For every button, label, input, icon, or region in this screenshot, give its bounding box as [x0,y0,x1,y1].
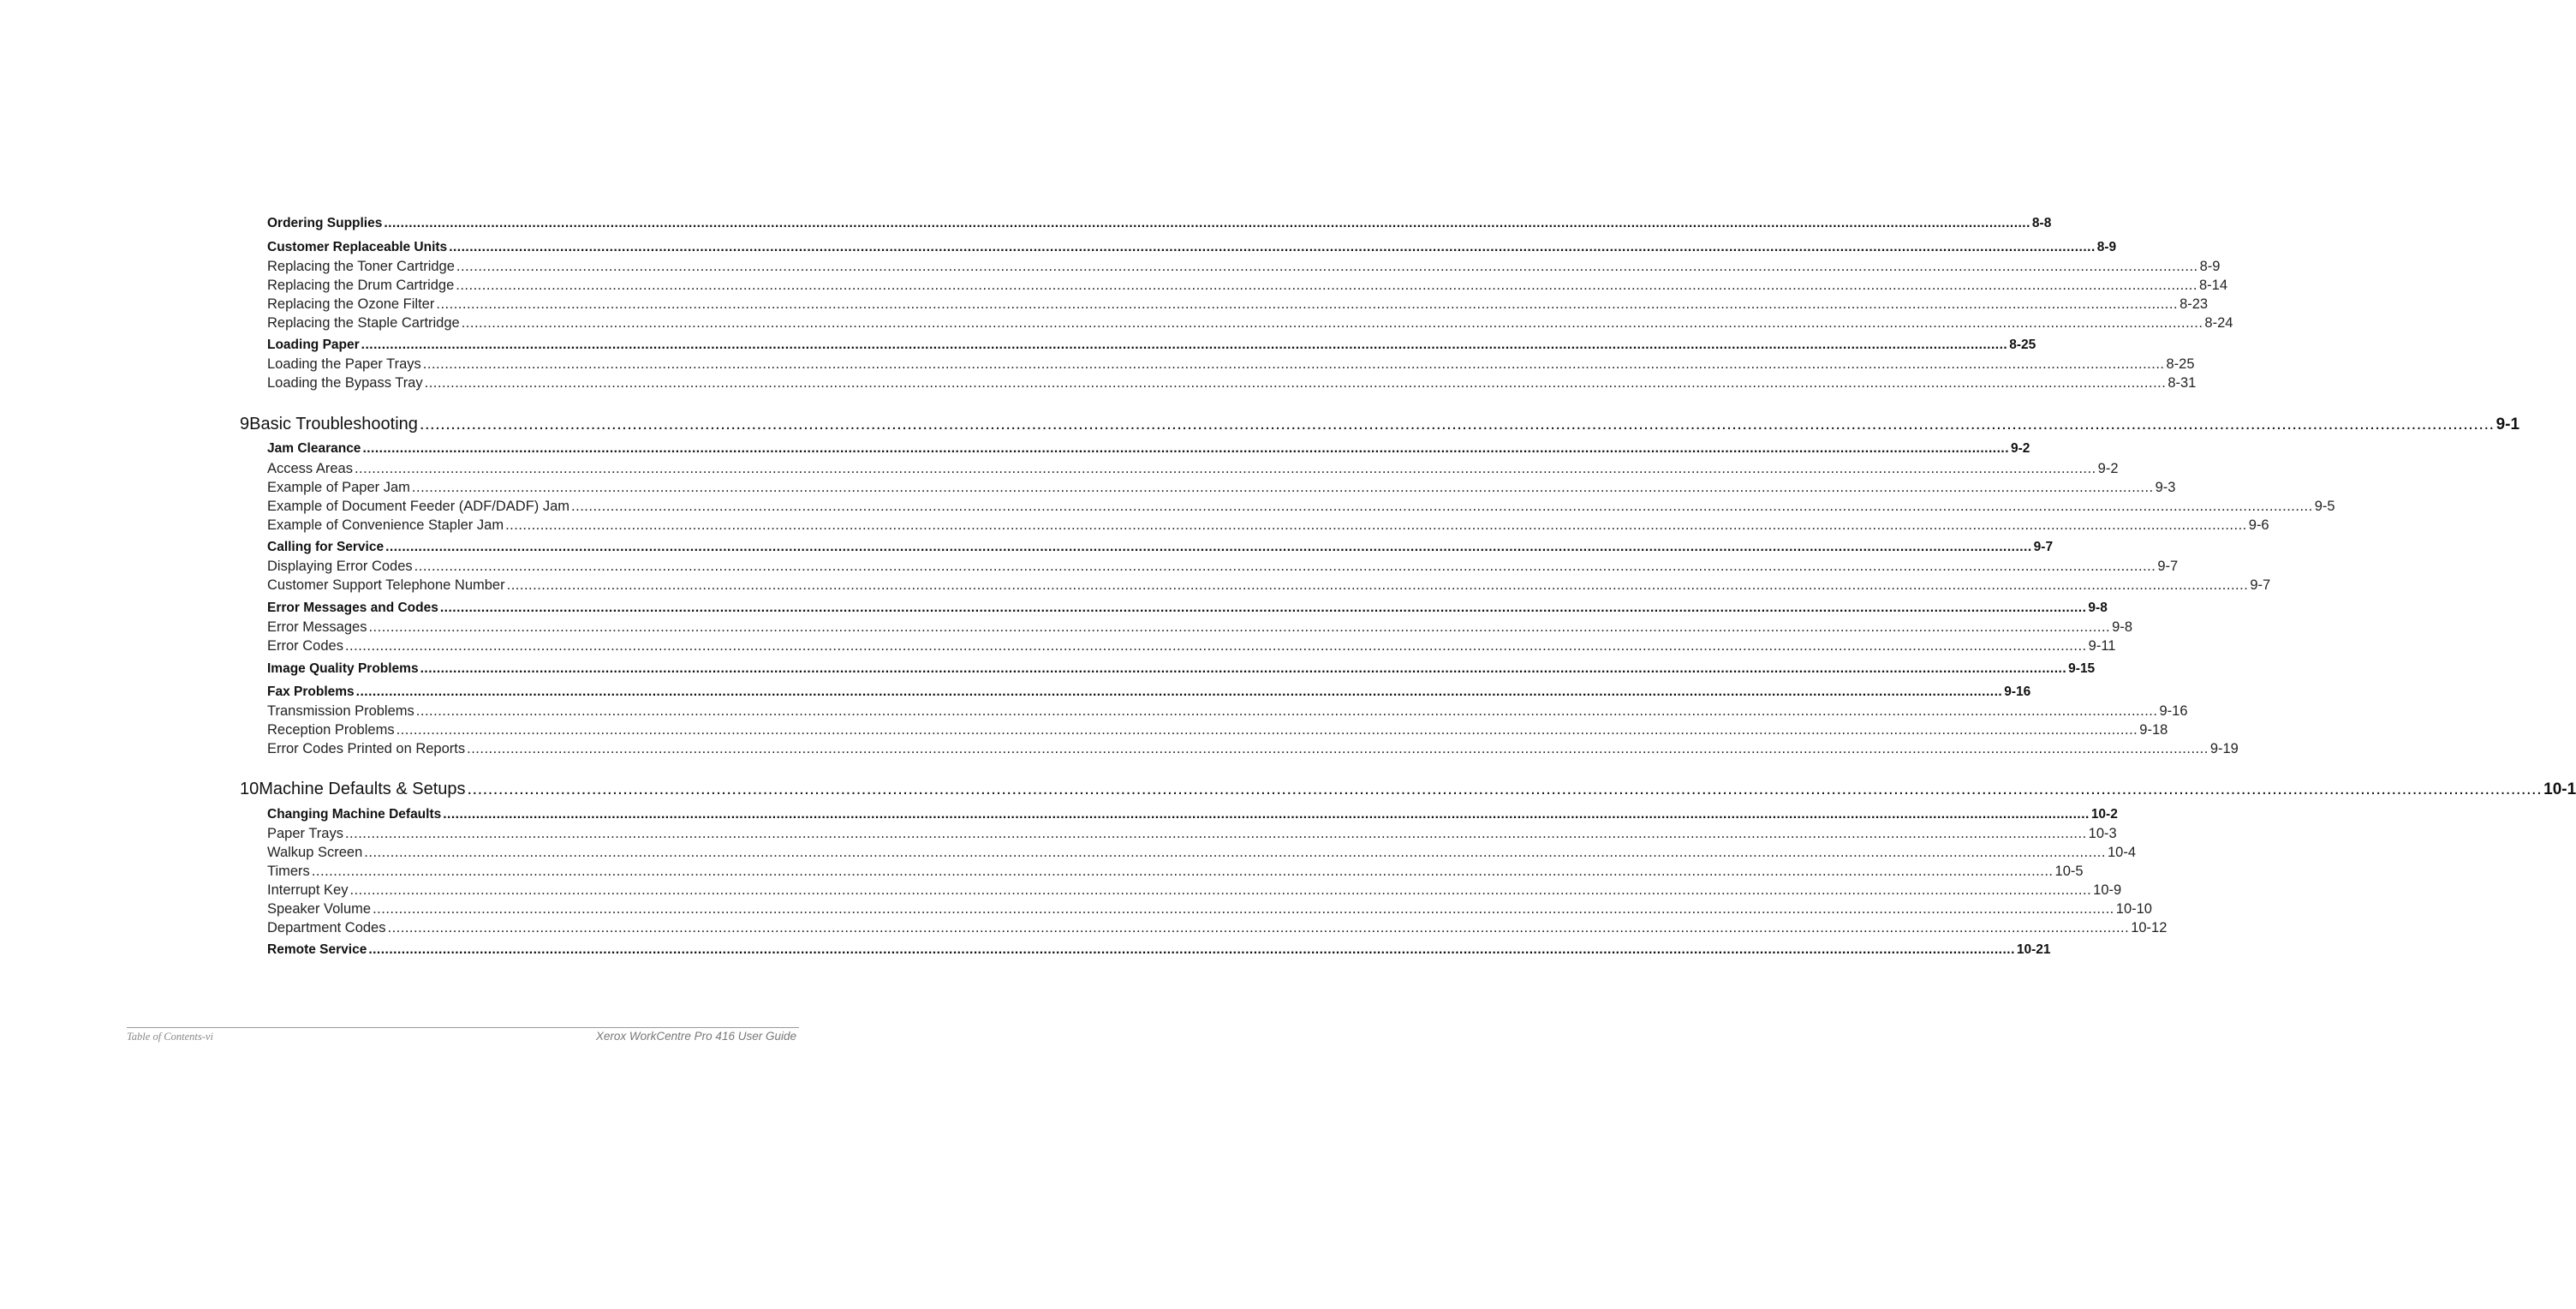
toc-page-number: 9-7 [2250,577,2271,593]
toc-page-number: 10-2 [2090,807,2118,822]
toc-entry-row[interactable] [267,703,2188,722]
toc-entry-title: Changing Machine Defaults [267,807,442,822]
toc-page-number: 9-16 [2004,684,2031,699]
toc-page-number: 8-31 [2168,375,2197,391]
dot-leader: ................................................................................................................................................................................................................................................................................................................................................................................................................ [355,684,2003,699]
toc-entry-row[interactable] [267,845,2137,864]
toc-entry-row[interactable] [267,577,2271,596]
toc-page-number: 8-23 [2179,296,2209,312]
chapter-number: 10 [240,780,259,798]
toc-entry-title: Error Codes [267,638,343,654]
toc-section-row[interactable] [267,338,2036,355]
toc-page-number: 9-7 [2033,540,2054,554]
dot-leader: ................................................................................................................................................................................................................................................................................................................................................................................................................ [461,315,2203,331]
dot-leader: ................................................................................................................................................................................................................................................................................................................................................................................................................ [411,480,2154,495]
toc-entry-row[interactable] [267,920,2168,939]
toc-page-number: 9-16 [2159,703,2188,719]
toc-entry-title: Example of Paper Jam [267,480,410,495]
toc-entry-title: Machine Defaults & Setups [259,780,466,798]
toc-entry-title: Replacing the Ozone Filter [267,296,435,312]
toc-entry-title: Customer Replaceable Units [267,240,448,254]
toc-page-number: 8-9 [2199,259,2221,274]
toc-entry-row[interactable] [267,741,2239,760]
toc-section-row[interactable] [267,942,2051,959]
dot-leader: ................................................................................................................................................................................................................................................................................................................................................................................................................ [349,882,2092,898]
toc-entry-row[interactable] [267,901,2152,920]
toc-section-row[interactable] [267,216,2052,233]
toc-entry-row[interactable] [267,499,2335,517]
dot-leader: ................................................................................................................................................................................................................................................................................................................................................................................................................ [415,703,2158,719]
toc-entry-title: Loading the Bypass Tray [267,375,423,391]
dot-leader: ................................................................................................................................................................................................................................................................................................................................................................................................................ [439,601,2087,615]
toc-entry-title: Remote Service [267,942,367,957]
toc-entry-title: Replacing the Drum Cartridge [267,278,455,293]
toc-page-number: 9-1 [2496,415,2520,433]
toc-section-row[interactable] [267,441,2030,458]
dot-leader: ................................................................................................................................................................................................................................................................................................................................................................................................................ [344,826,2087,841]
toc-section-row[interactable] [267,807,2118,824]
toc-entry-row[interactable] [267,864,2084,882]
toc-entry-title: Loading Paper [267,338,360,352]
dot-leader: ................................................................................................................................................................................................................................................................................................................................................................................................................ [362,441,2009,456]
dot-leader: ................................................................................................................................................................................................................................................................................................................................................................................................................ [436,296,2179,312]
toc-entry-row[interactable] [267,461,2119,480]
toc-entry-title: Interrupt Key [267,882,349,898]
dot-leader: ................................................................................................................................................................................................................................................................................................................................................................................................................ [311,864,2054,879]
footer-guide-title: Xerox WorkCentre Pro 416 User Guide [595,1030,796,1043]
dot-leader: ................................................................................................................................................................................................................................................................................................................................................................................................................ [396,722,2138,738]
dot-leader: ................................................................................................................................................................................................................................................................................................................................................................................................................ [467,780,2543,798]
toc-page-number: 9-6 [2248,517,2269,533]
toc-section-row[interactable] [267,601,2108,618]
toc-page-number: 10-3 [2088,826,2117,841]
toc-page-number: 9-18 [2139,722,2168,738]
toc-page-number: 9-11 [2088,638,2116,654]
toc-page-number: 8-24 [2204,315,2233,331]
toc-page-number: 9-19 [2209,741,2239,756]
toc-entry-row[interactable] [267,882,2122,901]
toc-entry-title: Timers [267,864,310,879]
toc-page-number: 8-14 [2198,278,2227,293]
toc-page-number: 8-25 [2166,356,2195,372]
toc-page-number: 10-10 [2115,901,2152,917]
dot-leader: ................................................................................................................................................................................................................................................................................................................................................................................................................ [467,741,2209,756]
footer-page-label: Table of Contents-vi [127,1031,213,1043]
toc-page-number: 9-8 [2112,619,2133,635]
toc-page-number: 8-9 [2096,240,2117,254]
dot-leader: ................................................................................................................................................................................................................................................................................................................................................................................................................ [387,920,2130,935]
toc-entry-title: Access Areas [267,461,353,476]
toc-entry-title: Image Quality Problems [267,661,419,676]
toc-chapter-row[interactable] [240,415,2520,439]
toc-entry-row[interactable] [267,559,2179,577]
dot-leader: ................................................................................................................................................................................................................................................................................................................................................................................................................ [414,559,2156,574]
dot-leader: ................................................................................................................................................................................................................................................................................................................................................................................................................ [420,661,2067,676]
toc-section-row[interactable] [267,684,2031,702]
toc-entry-title: Replacing the Staple Cartridge [267,315,460,331]
toc-entry-title: Error Codes Printed on Reports [267,741,466,756]
toc-entry-title: Calling for Service [267,540,385,554]
toc-entry-title: Ordering Supplies [267,216,383,230]
toc-page-number: 10-12 [2131,920,2168,935]
toc-chapter-row[interactable] [240,780,2576,804]
toc-entry-title: Error Messages and Codes [267,601,438,615]
toc-entry-title: Transmission Problems [267,703,414,719]
dot-leader: ................................................................................................................................................................................................................................................................................................................................................................................................................ [456,259,2198,274]
toc-entry-title: Fax Problems [267,684,355,699]
toc-entry-title: Displaying Error Codes [267,559,413,574]
dot-leader: ................................................................................................................................................................................................................................................................................................................................................................................................................ [449,240,2096,254]
toc-page-number: 10-21 [2016,942,2051,957]
toc-page-number: 9-5 [2314,499,2335,514]
chapter-number: 9 [240,415,250,433]
dot-leader: ................................................................................................................................................................................................................................................................................................................................................................................................................ [344,638,2087,654]
toc-entry-row[interactable] [267,826,2117,845]
dot-leader: ................................................................................................................................................................................................................................................................................................................................................................................................................ [368,619,2111,635]
dot-leader: ................................................................................................................................................................................................................................................................................................................................................................................................................ [506,577,2249,593]
toc-page-number: 9-3 [2155,480,2176,495]
toc-page-number: 10-9 [2093,882,2122,898]
dot-leader: ................................................................................................................................................................................................................................................................................................................................................................................................................ [424,375,2167,391]
toc-entry-title: Jam Clearance [267,441,361,456]
toc-entry-row[interactable] [267,315,2233,334]
toc-entry-title: Customer Support Telephone Number [267,577,505,593]
toc-entry-title: Example of Document Feeder (ADF/DADF) Jam [267,499,570,514]
toc-entry-row[interactable] [267,638,2116,657]
toc-page-number: 9-15 [2068,661,2096,676]
toc-entry-title: Paper Trays [267,826,343,841]
dot-leader: ................................................................................................................................................................................................................................................................................................................................................................................................................ [373,901,2114,917]
toc-entry-title: Replacing the Toner Cartridge [267,259,455,274]
toc-entry-title: Error Messages [267,619,367,635]
toc-page-number: 9-2 [2011,441,2030,456]
toc-page-number: 8-8 [2031,216,2052,230]
toc-entry-row[interactable] [267,296,2209,315]
dot-leader: ................................................................................................................................................................................................................................................................................................................................................................................................................ [361,338,2008,352]
dot-leader: ................................................................................................................................................................................................................................................................................................................................................................................................................ [505,517,2247,533]
dot-leader: ................................................................................................................................................................................................................................................................................................................................................................................................................ [571,499,2313,514]
dot-leader: ................................................................................................................................................................................................................................................................................................................................................................................................................ [354,461,2096,476]
dot-leader: ................................................................................................................................................................................................................................................................................................................................................................................................................ [385,540,2032,554]
dot-leader: ................................................................................................................................................................................................................................................................................................................................................................................................................ [384,216,2030,230]
toc-entry-row[interactable] [267,722,2168,741]
dot-leader: ................................................................................................................................................................................................................................................................................................................................................................................................................ [443,807,2090,822]
toc-entry-row[interactable] [267,517,2269,536]
toc-section-row[interactable] [267,240,2117,257]
footer-divider [127,1027,799,1028]
toc-entry-title: Department Codes [267,920,386,935]
dot-leader: ................................................................................................................................................................................................................................................................................................................................................................................................................ [364,845,2106,860]
toc-entry-title: Reception Problems [267,722,395,738]
toc-entry-row[interactable] [267,480,2176,499]
toc-entry-title: Walkup Screen [267,845,363,860]
toc-entry-title: Basic Troubleshooting [249,415,418,433]
toc-entry-title: Loading the Paper Trays [267,356,421,372]
toc-page-number: 9-8 [2088,601,2108,615]
toc-page-number: 10-1 [2543,780,2576,798]
dot-leader: ................................................................................................................................................................................................................................................................................................................................................................................................................ [422,356,2165,372]
dot-leader: ................................................................................................................................................................................................................................................................................................................................................................................................................ [456,278,2197,293]
toc-entry-row[interactable] [267,375,2197,394]
toc-page-number: 10-5 [2054,864,2084,879]
toc-entry-row[interactable] [267,356,2195,375]
toc-entry-title: Speaker Volume [267,901,372,917]
toc-section-row[interactable] [267,661,2096,678]
toc-page-number: 9-7 [2157,559,2179,574]
toc-entry-row[interactable] [267,619,2133,638]
toc-section-row[interactable] [267,540,2054,557]
toc-page-number: 10-4 [2107,845,2137,860]
dot-leader: ................................................................................................................................................................................................................................................................................................................................................................................................................ [419,415,2495,433]
dot-leader: ................................................................................................................................................................................................................................................................................................................................................................................................................ [368,942,2015,957]
toc-entry-title: Example of Convenience Stapler Jam [267,517,504,533]
toc-page-number: 9-2 [2097,461,2119,476]
toc-page-number: 8-25 [2009,338,2036,352]
toc-entry-row[interactable] [267,278,2227,296]
toc-entry-row[interactable] [267,259,2221,278]
